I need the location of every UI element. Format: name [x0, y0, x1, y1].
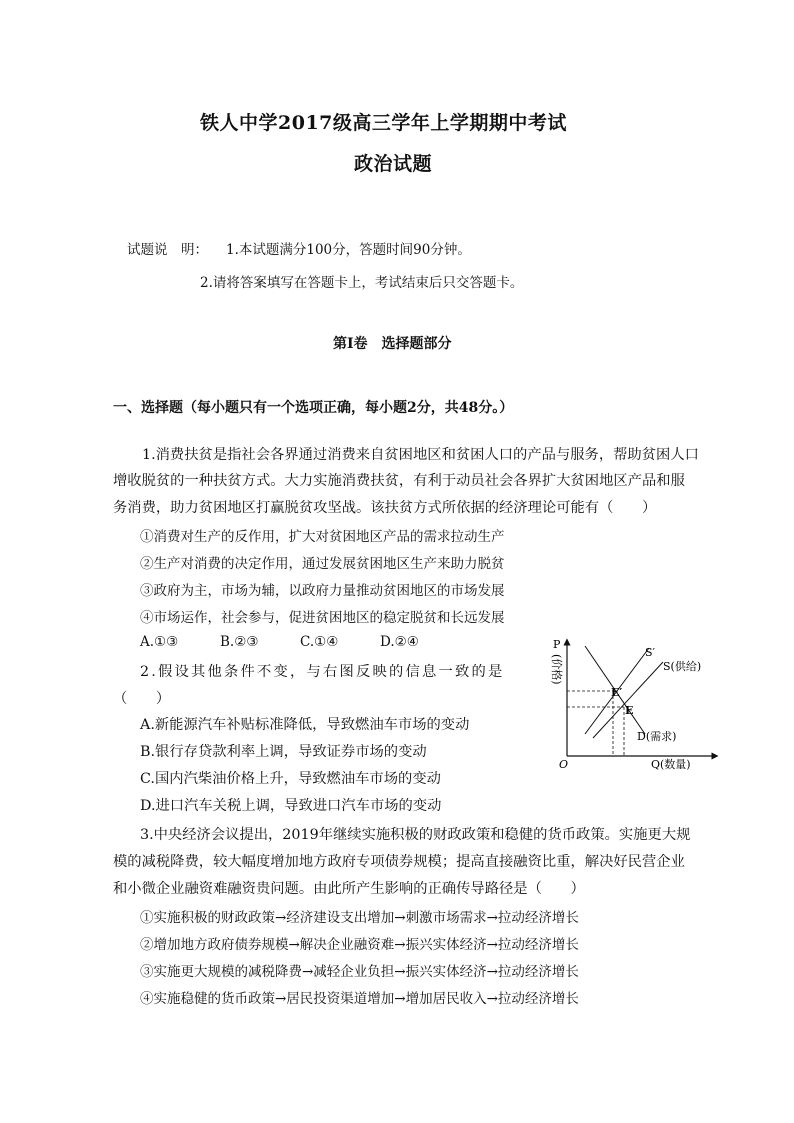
q1-line: 务消费，助力贫困地区打赢脱贫攻坚战。该扶贫方式所依据的经济理论可能有（ ）	[113, 500, 657, 516]
q1-choice-d: D.②④	[380, 634, 419, 650]
q2-option-c: C.国内汽柴油价格上升，导致燃油车市场的变动	[140, 771, 441, 787]
instruction-line-2: 2.请将答案填写在答题卡上，考试结束后只交答题卡。	[200, 275, 524, 291]
exam-title: 铁人中学2017级高三学年上学期期中考试	[200, 112, 567, 134]
q1-line: 1.消费扶贫是指社会各界通过消费来自贫困地区和贫困人口的产品与服务，帮助贫困人口	[142, 447, 699, 463]
section-1-title: 一、选择题（每小题只有一个选项正确，每小题2分，共48分。）	[113, 400, 514, 416]
origin-label: O	[559, 758, 569, 770]
q3-line: 和小微企业融资难融资贵问题。由此所产生影响的正确传导路径是（ ）	[113, 881, 585, 897]
q2-stem: 2.假设其他条件不变，与右图反映的信息一致的是	[140, 664, 505, 680]
q3-item: ②增加地方政府债券规模→解决企业融资难→振兴实体经济→拉动经济增长	[140, 937, 579, 953]
q2-option-b: B.银行存贷款利率上调，导致证券市场的变动	[140, 744, 427, 760]
q3-line: 3.中央经济会议提出，2019年继续实施积极的财政政策和稳健的货币政策。实施更大规	[140, 827, 691, 843]
supply-shift-label: S′	[645, 646, 656, 659]
q3-item: ④实施稳健的货币政策→居民投资渠道增加→增加居民收入→拉动经济增长	[140, 991, 579, 1007]
part-1-title: 第Ⅰ卷 选择题部分	[333, 336, 452, 352]
q1-choice-c: C.①④	[300, 634, 339, 650]
q1-item: ③政府为主，市场为辅，以政府力量推动贫困地区的市场发展	[140, 583, 505, 599]
q1-choice-a: A.①③	[140, 634, 179, 650]
q1-item: ②生产对消费的决定作用，通过发展贫困地区生产来助力脱贫	[140, 556, 505, 572]
q1-choice-b: B.②③	[220, 634, 259, 650]
x-axis-label: Q(数量)	[651, 758, 691, 770]
y-axis-label-price: (价格)	[550, 654, 563, 685]
q2-answer-blank: （ ）	[113, 691, 171, 707]
demand-label: D(需求)	[637, 730, 677, 743]
q2-option-a: A.新能源汽车补贴标准降低，导致燃油车市场的变动	[140, 717, 470, 733]
q3-line: 模的减税降费，较大幅度增加地方政府专项债券规模；提高直接融资比重，解决好民营企业	[113, 854, 685, 870]
exam-subtitle: 政治试题	[354, 153, 433, 175]
q1-item: ④市场运作，社会参与，促进贫困地区的稳定脱贫和长远发展	[140, 610, 505, 626]
instruction-line-1: 1.本试题满分100分，答题时间90分钟。	[226, 242, 471, 258]
q2-option-d: D.进口汽车关税上调，导致进口汽车市场的变动	[140, 798, 442, 814]
y-axis-label-p: P	[553, 638, 561, 651]
q1-item: ①消费对生产的反作用，扩大对贫困地区产品的需求拉动生产	[140, 529, 505, 545]
q3-item: ③实施更大规模的减税降费→减轻企业负担→振兴实体经济→拉动经济增长	[140, 964, 579, 980]
supply-label: S(供给)	[663, 660, 702, 673]
q3-item: ①实施积极的财政政策→经济建设支出增加→刺激市场需求→拉动经济增长	[140, 910, 579, 926]
instructions-label: 试题说 明：	[127, 242, 208, 258]
equilibrium-label: E	[625, 704, 634, 717]
supply-demand-diagram	[545, 634, 725, 770]
equilibrium-shift-label: E′	[611, 686, 623, 699]
q1-line: 增收脱贫的一种扶贫方式。大力实施消费扶贫，有利于动员社会各界扩大贫困地区产品和服	[113, 473, 685, 489]
